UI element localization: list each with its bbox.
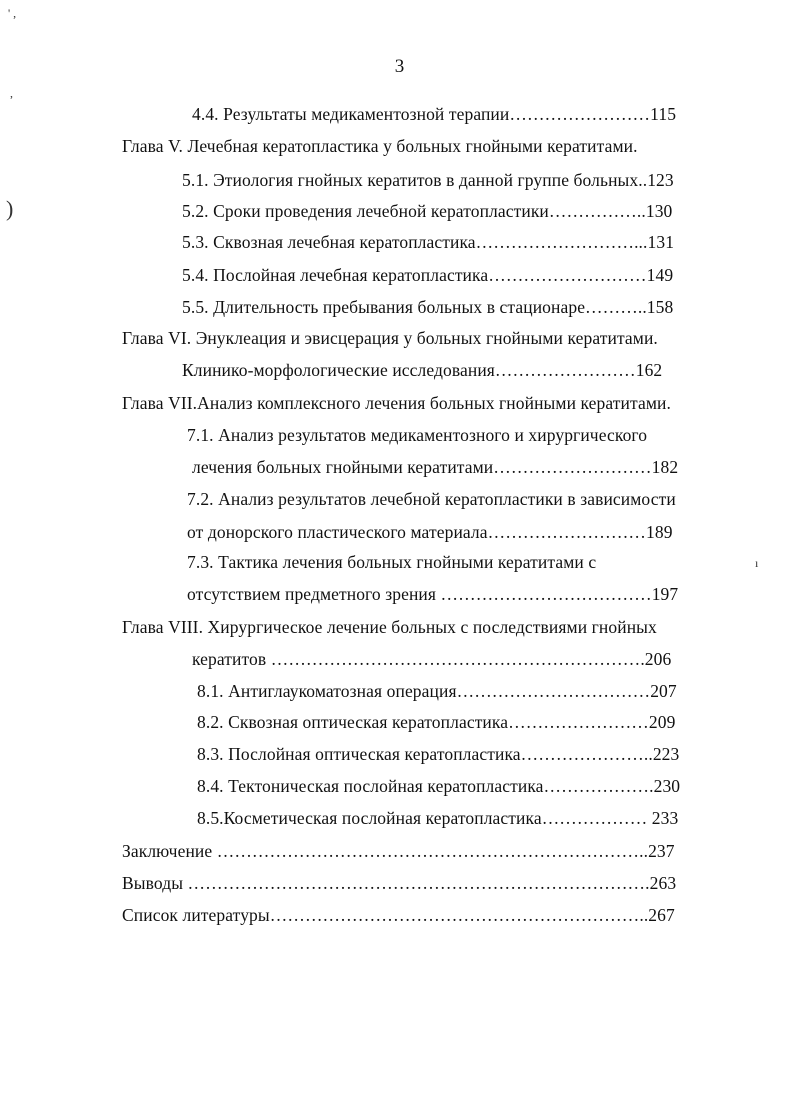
toc-chapter-7: Глава VII.Анализ комплексного лечения больных гнойными кератитами. xyxy=(122,393,671,413)
toc-entry-5-2: 5.2. Сроки проведения лечебной кератопластики……………..130 xyxy=(182,201,673,221)
toc-entry-7-3: 7.3. Тактика лечения больных гнойными кератитами с xyxy=(187,552,597,572)
toc-entry-7-2-cont: от донорского пластического материала………………………189 xyxy=(187,522,673,542)
toc-entry-4-4: 4.4. Результаты медикаментозной терапии……………………115 xyxy=(192,104,677,124)
toc-entry-5-5: 5.5. Длительность пребывания больных в стационаре………..158 xyxy=(182,297,674,317)
toc-chapter-5: Глава V. Лечебная кератопластика у больных гнойными кератитами. xyxy=(122,136,638,156)
toc-chapter-8-cont: кератитов ……………………………………………………….206 xyxy=(192,649,672,669)
toc-entry-8-1: 8.1. Антиглаукоматозная операция……………………………207 xyxy=(197,681,677,701)
toc-entry-5-1: 5.1. Этиология гнойных кератитов в данной группе больных..123 xyxy=(182,170,674,190)
toc-entry-8-4: 8.4. Тектоническая послойная кератопластика……………….230 xyxy=(197,776,681,796)
toc-entry-8-2: 8.2. Сквозная оптическая кератопластика……………………209 xyxy=(197,712,676,732)
scan-mark: ) xyxy=(6,196,14,221)
toc-references: Список литературы………………………………………………………..267 xyxy=(122,905,675,925)
scan-mark: ' , xyxy=(8,6,17,20)
toc-entry-7-1: 7.1. Анализ результатов медикаментозного и хирургического xyxy=(187,425,648,445)
toc-entry-7-1-cont: лечения больных гнойными кератитами………………………182 xyxy=(192,457,679,477)
toc-chapter-8: Глава VIII. Хирургическое лечение больных с последствиями гнойных xyxy=(122,617,657,637)
toc-entry-5-3: 5.3. Сквозная лечебная кератопластика………………………...131 xyxy=(182,232,675,252)
scan-mark: ı xyxy=(755,556,759,570)
toc-conclusion: Заключение ………………………………………………………………..237 xyxy=(122,841,675,861)
scan-mark: , xyxy=(10,86,13,100)
toc-chapter-6: Глава VI. Энуклеация и эвисцерация у больных гнойными кератитами. xyxy=(122,328,658,348)
toc-entry-5-4: 5.4. Послойная лечебная кератопластика………………………149 xyxy=(182,265,674,285)
toc-entry-8-5: 8.5.Косметическая послойная кератопластика……………… 233 xyxy=(197,808,679,828)
toc-entry-7-2: 7.2. Анализ результатов лечебной кератопластики в зависимости xyxy=(187,489,676,509)
toc-findings: Выводы …………………………………………………………………….263 xyxy=(122,873,677,893)
toc-entry-7-3-cont: отсутствием предметного зрения ………………………………197 xyxy=(187,584,679,604)
toc-chapter-6-subtitle: Клинико-морфологические исследования……………………162 xyxy=(182,360,663,380)
toc-entry-8-3: 8.3. Послойная оптическая кератопластика…………………..223 xyxy=(197,744,680,764)
page-number: 3 xyxy=(394,56,405,77)
